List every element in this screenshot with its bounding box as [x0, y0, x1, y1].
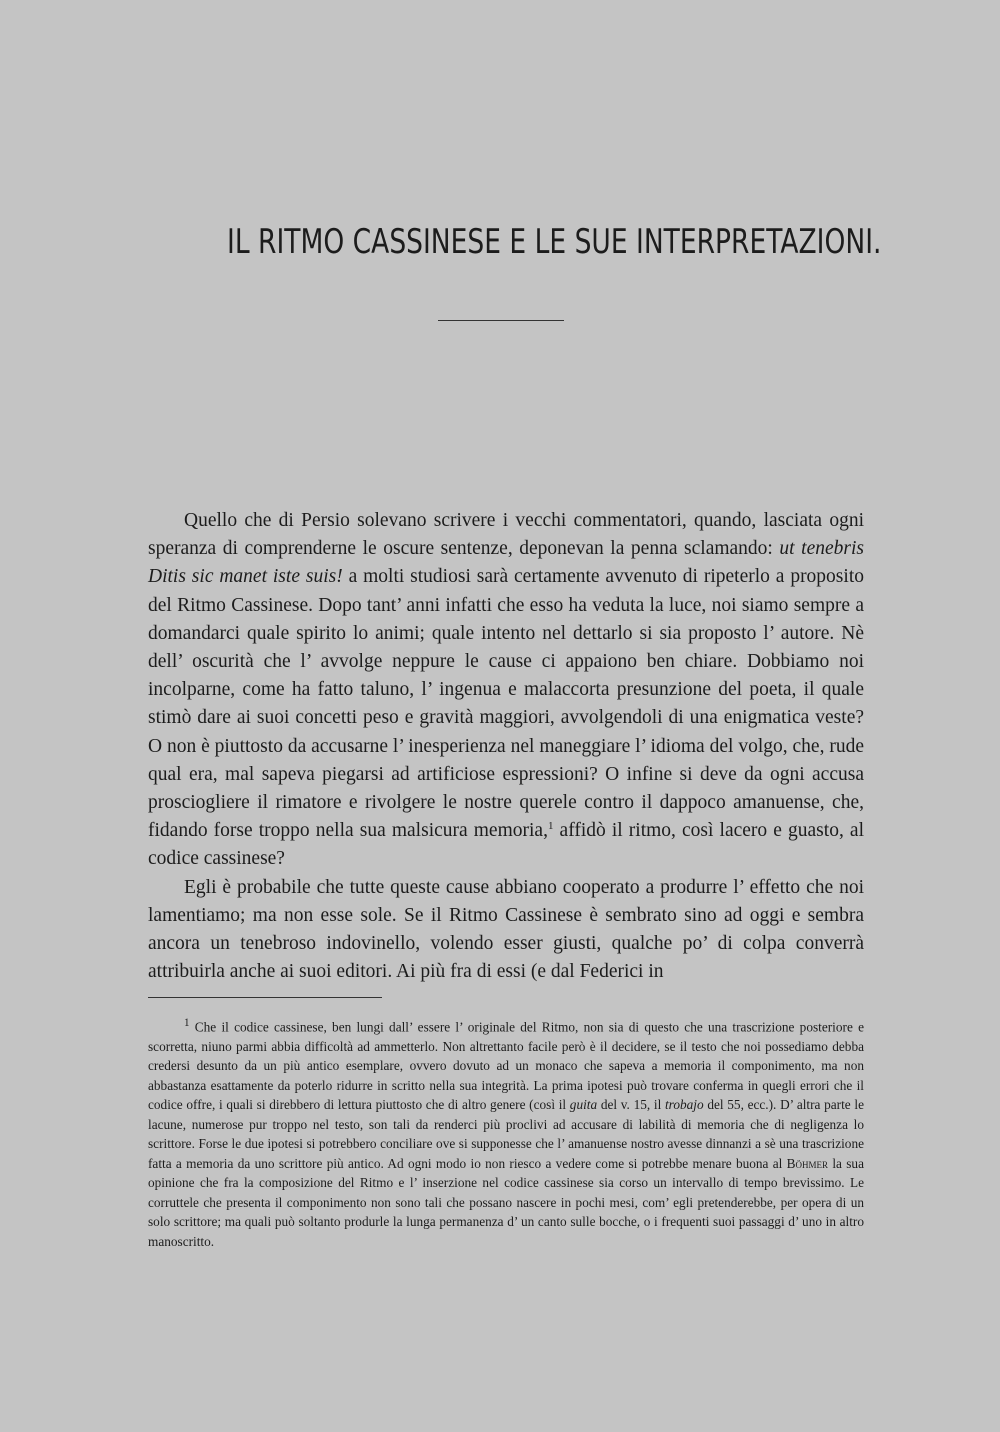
italic-text: trobajo	[664, 1097, 704, 1113]
text-run: del 55, ecc.). D’ altra parte le lacune, numerose pur troppo nel testo, son tali da renderci più proclivi ad accusare di labilità di memoria che di negligenza lo scrittore. Forse le due ipotesi si potrebbero conciliare ove si supponesse che l’ amanuense nostro avesse dinnanzi a sè una trascrizione fatta a memoria da uno scrittore più antico. Ad ogni modo io non riesco a vedere come si potrebbe menare buona al	[148, 1097, 864, 1171]
text-run: affidò il ritmo, così lacero e guasto, al codice cassinese?	[148, 820, 864, 870]
paragraph	[148, 874, 864, 987]
text-run: Egli è probabile che tutte queste cause abbiano cooperato a produrre l’ effetto che noi lamentiamo; ma non esse sole. Se il Ritmo Cassinese è sembrato sino ad oggi e sembra ancora un tenebroso indovinello, volendo esser giusti, qualche po’ di colpa converrà attribuirla anche ai suoi editori. Ai più fra di essi (e dal Federici in	[148, 876, 864, 983]
italic-text: guita	[569, 1097, 598, 1113]
text-run: Quello che di Persio solevano scrivere i vecchi commentatori, quando, lasciata ogni speranza di comprenderne le oscure sentenze, deponevan la penna sclamando:	[148, 510, 864, 560]
body-text	[148, 507, 864, 986]
text-run: del v. 15, il	[597, 1097, 665, 1113]
footnote-divider	[148, 997, 382, 998]
text-run: la sua opinione che fra la composizione del Ritmo e l’ inserzione nel codice cassinese sia corso un intervallo di tempo brevissimo. Le corruttele che presenta il componimento non sono tali che possano nascere in pochi mesi, com’ egli pretenderebbe, per opera di un solo scrittore; ma quali può soltanto produrle la lunga permanenza d’ un canto sulle bocche, o i frequenti suoi passaggi d’ uno in altro manoscritto.	[148, 1155, 864, 1249]
text-run: a molti studiosi sarà certamente avvenuto di ripeterlo a proposito del Ritmo Cassinese. Dopo tant’ anni infatti che esso ha veduta la luce, noi siamo sempre a domandarci quale spirito lo animi; quale intento nel dettarlo si sia proposto l’ autore. Nè dell’ oscurità che l’ avvolge neppure le cause ci appaiono ben chiare. Dobbiamo noi incolparne, come ha fatto taluno, l’ ingenua e malaccorta presunzione del poeta, il quale stimò dare ai suoi concetti peso e gravità maggiori, avvolgendoli di una enigmatica veste? O non è piuttosto da accusarne l’ inesperienza nel maneggiare l’ idioma del volgo, che, rude qual era, mal sapeva piegarsi ad artificiose espressioni? O infine si deve da ogni accusa prosciogliere il rimatore e rivolgere le nostre querele contro il dappoco amanuense, che, fidando forse troppo nella sua malsicura memoria,	[148, 566, 864, 842]
footnote-marker: 1	[184, 1017, 190, 1029]
paragraph	[148, 507, 864, 874]
italic-text: ut tenebris Ditis sic manet iste suis!	[148, 538, 864, 588]
page-title: IL RITMO CASSINESE E LE SUE INTERPRETAZIONI.	[227, 222, 882, 262]
footnote-marker: 1	[547, 820, 554, 833]
title-divider	[438, 320, 564, 321]
footnote	[148, 1014, 864, 1251]
author-name: Böhmer	[786, 1155, 829, 1171]
text-run: Che il codice cassinese, ben lungi dall’ essere l’ originale del Ritmo, non sia di questo che una trascrizione posteriore e scorretta, niuno parmi abbia difficoltà ad ammetterlo. Non altrettanto facile però è il decidere, se il testo che noi possediamo debba credersi desunto da un più antico esemplare, ovvero dovuto ad un monaco che sapeva a memoria il componimento, ma non abbastanza esattamente da poterlo ridurre in scritto nella sua integrità. La prima ipotesi può trovare conferma in quegli errori che il codice offre, i quali si direbbero di lettura piuttosto che di altro genere (così il	[148, 1019, 864, 1113]
